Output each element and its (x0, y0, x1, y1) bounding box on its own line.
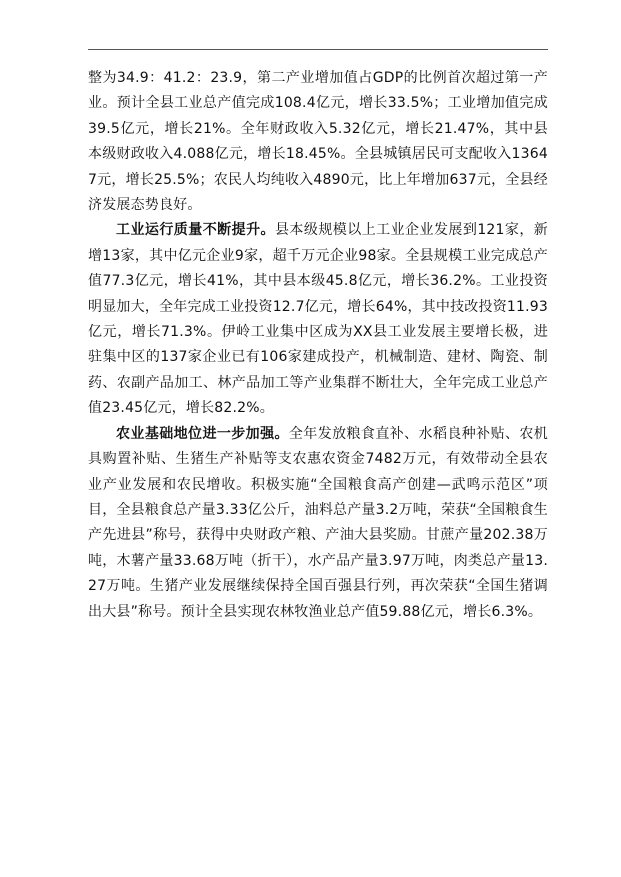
header-rule (88, 49, 548, 50)
paragraph-text: 整为34.9：41.2：23.9，第二产业增加值占GDP的比例首次超过第一产业。预计全县工业总产值完成108.4亿元，增长33.5%；工业增加值完成39.5亿元，增长21%。全年财政收入5.32亿元，增长21.47%，其中县本级财政收入4.088亿元，增长18.45%。全县城镇居民可支配收入13647元，增长25.5%；农民人均纯收入4890元，比上年增加637元，全县经济发展态势良好。 (88, 70, 548, 214)
paragraph-lead-heading: 农业基础地位进一步加强。 (116, 425, 289, 442)
paragraph-text: 全年发放粮食直补、水稻良种补贴、农机具购置补贴、生猪生产补贴等支农惠农资金7482万元，有效带动全县农业产业发展和农民增收。积极实施“全国粮食高产创建—武鸣示范区”项目，全县粮食总产量3.33亿公斤，油料总产量3.2万吨，荣获“全国粮食生产先进县”称号，获得中央财政产粮、产油大县奖励。甘蔗产量202.38万吨，木薯产量33.68万吨（折干），水产品产量3.97万吨，肉类总产量13.27万吨。生猪产业发展继续保持全国百强县行列，再次荣获“全国生猪调出大县”称号。预计全县实现农林牧渔业总产值59.88亿元，增长6.3%。 (88, 425, 548, 620)
paragraph-industry (88, 218, 548, 421)
paragraph-lead-heading: 工业运行质量不断提升。 (116, 222, 275, 239)
document-body (88, 66, 548, 625)
paragraph-text: 县本级规模以上工业企业发展到121家，新增13家，其中亿元企业9家，超千万元企业98家。全县规模工业完成总产值77.3亿元，增长41%，其中县本级45.8亿元，增长36.2%。工业投资明显加大，全年完成工业投资12.7亿元，增长64%，其中技改投资11.93亿元，增长71.3%。伊岭工业集中区成为XX县工业发展主要增长极，进驻集中区的137家企业已有106家建成投产，机械制造、建材、陶瓷、制药、农副产品加工、林产品加工等产业集群不断壮大，全年完成工业总产值23.45亿元，增长82.2%。 (88, 222, 548, 417)
paragraph-economy-summary (88, 66, 548, 218)
paragraph-agriculture (88, 422, 548, 625)
